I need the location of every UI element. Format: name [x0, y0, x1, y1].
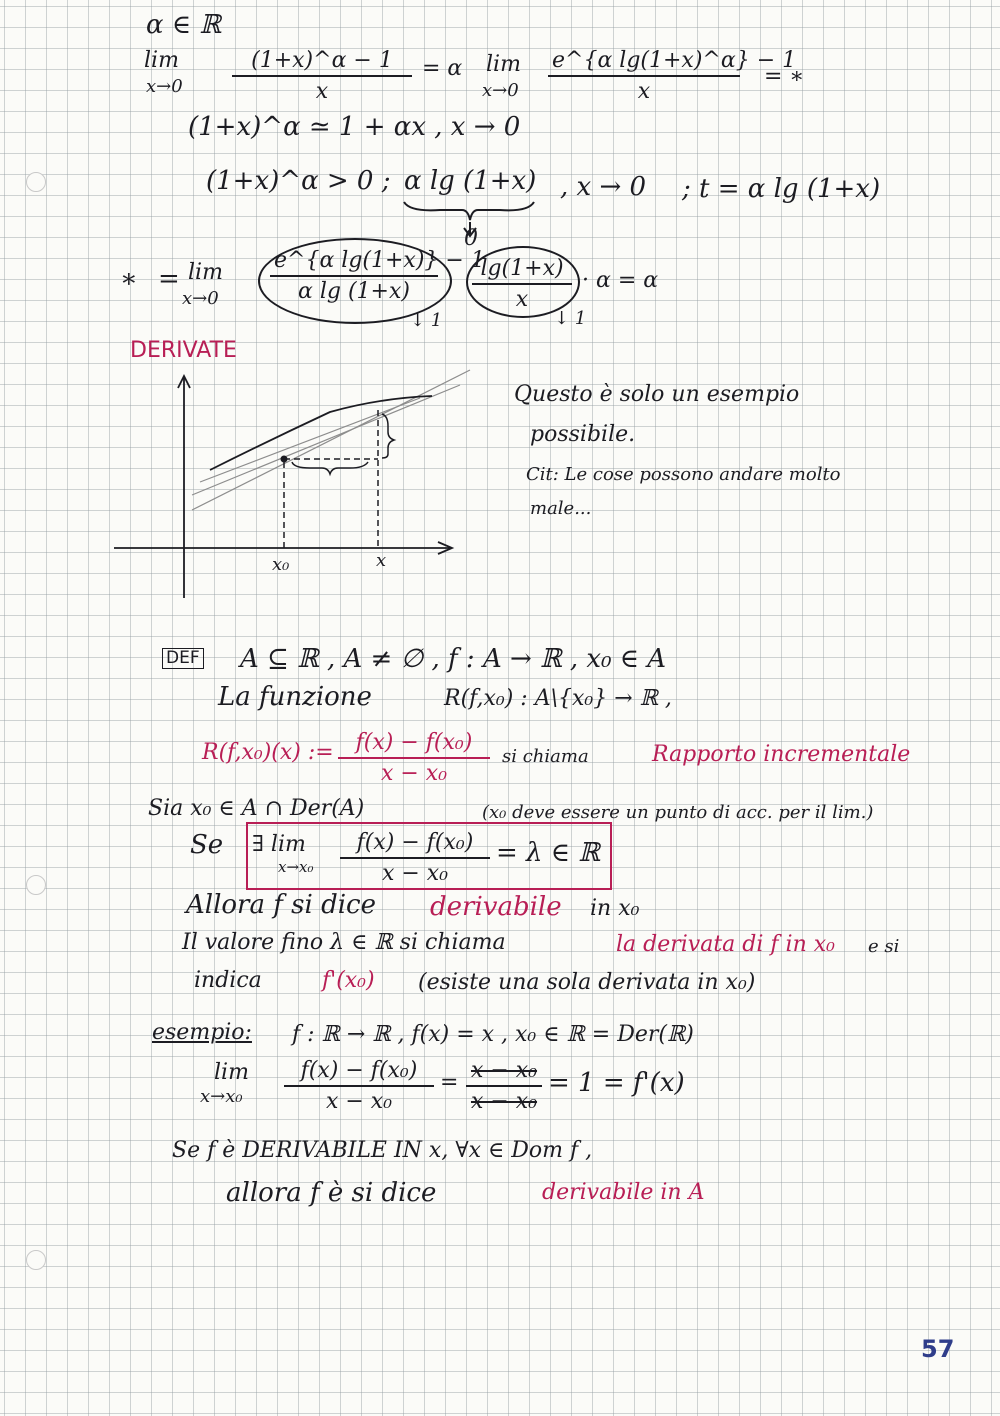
lim-sub: x→x₀	[200, 1086, 243, 1107]
lim-sub: x→0	[146, 76, 183, 97]
star-symbol: ∗	[120, 264, 138, 294]
example-label: esempio:	[152, 1020, 252, 1045]
fraction-denominator: x − x₀	[381, 861, 449, 886]
positivity-line: (1+x)^α > 0 ;	[206, 166, 391, 196]
fraction	[284, 1058, 434, 1114]
equals-sign: =	[158, 264, 180, 294]
zero-mark: 0	[464, 226, 478, 251]
sia-note: (x₀ deve essere un punto di acc. per il lim.)	[482, 802, 874, 823]
fraction-denominator: α lg (1+x)	[298, 279, 410, 304]
tends-to-one: ↓ 1	[410, 310, 443, 331]
lim-label: lim	[486, 52, 521, 77]
section-heading: DERIVATE	[130, 338, 237, 363]
fraction-denominator: x − x₀	[470, 1089, 538, 1114]
example-result: = 1 = f'(x)	[548, 1068, 685, 1098]
fraction-numerator: x − x₀	[466, 1058, 542, 1087]
lim-label: lim	[144, 48, 179, 73]
approx-line: (1+x)^α ≃ 1 + αx , x → 0	[188, 112, 521, 142]
lim-label: lim	[214, 1060, 249, 1085]
fraction-denominator: x	[315, 79, 329, 104]
def-label: DEF	[162, 648, 204, 669]
binder-hole	[26, 875, 46, 895]
example-function: f : ℝ → ℝ , f(x) = x , x₀ ∈ ℝ = Der(ℝ)	[292, 1022, 694, 1047]
lim-label: lim	[188, 260, 223, 285]
lim-sub: x→0	[182, 288, 219, 309]
fraction	[340, 830, 490, 886]
funzione-label: La funzione	[218, 682, 372, 712]
fraction-numerator: e^{α lg(1+x)} − 1	[270, 248, 438, 277]
equals-star: = ∗	[764, 64, 805, 89]
valore-text: Il valore fino λ ∈ ℝ si chiama	[182, 930, 506, 955]
se-label: Se	[190, 830, 224, 860]
fraction	[232, 48, 412, 104]
f-prime-x0: f'(x₀)	[322, 968, 375, 993]
lambda-result: = λ ∈ ℝ	[496, 838, 600, 868]
derivata-term: la derivata di f in x₀	[616, 932, 835, 957]
exists-lim: ∃ lim	[252, 832, 306, 857]
secant-tangent-graph	[100, 370, 480, 610]
note-line: possibile.	[530, 422, 636, 447]
x0-axis-label: x₀	[272, 554, 290, 575]
ratio-fraction	[338, 730, 490, 786]
closing-allora: allora f è si dice	[226, 1178, 437, 1208]
note-line: Cit: Le cose possono andare molto	[526, 464, 841, 485]
fraction-denominator: x	[515, 287, 529, 312]
allora-text: Allora f si dice	[186, 890, 376, 920]
ratio-domain: R(f,x₀) : A\{x₀} → ℝ ,	[444, 686, 672, 711]
binder-hole	[26, 172, 46, 192]
fraction	[270, 248, 485, 304]
derivabile-in-a: derivabile in A	[542, 1180, 705, 1205]
fraction-numerator: f(x) − f(x₀)	[338, 730, 490, 759]
tends-to-one: ↓ 1	[554, 308, 587, 329]
x-to-zero: , x → 0	[560, 172, 647, 202]
in-x0: in x₀	[590, 896, 640, 921]
page-number: 57	[921, 1335, 955, 1363]
closing-line: Se f è DERIVABILE IN x, ∀x ∈ Dom f ,	[172, 1138, 593, 1163]
fraction	[472, 256, 572, 312]
fraction-denominator: x − x₀	[380, 761, 448, 786]
cancelled-fraction	[466, 1058, 542, 1114]
rapporto-incrementale: Rapporto incrementale	[652, 742, 911, 767]
unique-derivative-note: (esiste una sola derivata in x₀)	[418, 970, 756, 995]
note-line: male...	[530, 498, 592, 519]
alpha-in-r: α ∈ ℝ	[146, 10, 221, 40]
fraction-denominator: x	[637, 79, 651, 104]
indica-text: indica	[194, 968, 262, 993]
fraction-numerator: (1+x)^α − 1	[232, 48, 412, 77]
note-line: Questo è solo un esempio	[514, 382, 800, 407]
def-hypothesis: A ⊆ ℝ , A ≠ ∅ , f : A → ℝ , x₀ ∈ A	[240, 644, 667, 674]
alpha-lg-term: α lg (1+x)	[404, 166, 537, 196]
fraction-numerator: lg(1+x)	[472, 256, 572, 285]
ratio-lhs: R(f,x₀)(x) :=	[202, 740, 334, 765]
binder-hole	[26, 1250, 46, 1270]
fraction-numerator: f(x) − f(x₀)	[284, 1058, 434, 1087]
alpha-result: · α = α	[582, 268, 659, 293]
substitution-t: ; t = α lg (1+x)	[682, 174, 881, 204]
fraction-numerator: f(x) − f(x₀)	[340, 830, 490, 859]
e-si: e si	[868, 936, 900, 957]
derivabile-term: derivabile	[430, 892, 562, 922]
lim-sub: x→x₀	[278, 858, 314, 876]
fraction-numerator: e^{α lg(1+x)^α} − 1	[548, 48, 740, 77]
sia-line: Sia x₀ ∈ A ∩ Der(A)	[148, 796, 365, 821]
si-chiama: si chiama	[502, 746, 589, 767]
fraction-denominator: x − x₀	[325, 1089, 393, 1114]
equals-alpha: = α	[422, 56, 463, 81]
equals-sign: =	[440, 1070, 459, 1095]
fraction	[548, 48, 797, 104]
x-axis-label: x	[376, 550, 387, 571]
lim-sub: x→0	[482, 80, 519, 101]
